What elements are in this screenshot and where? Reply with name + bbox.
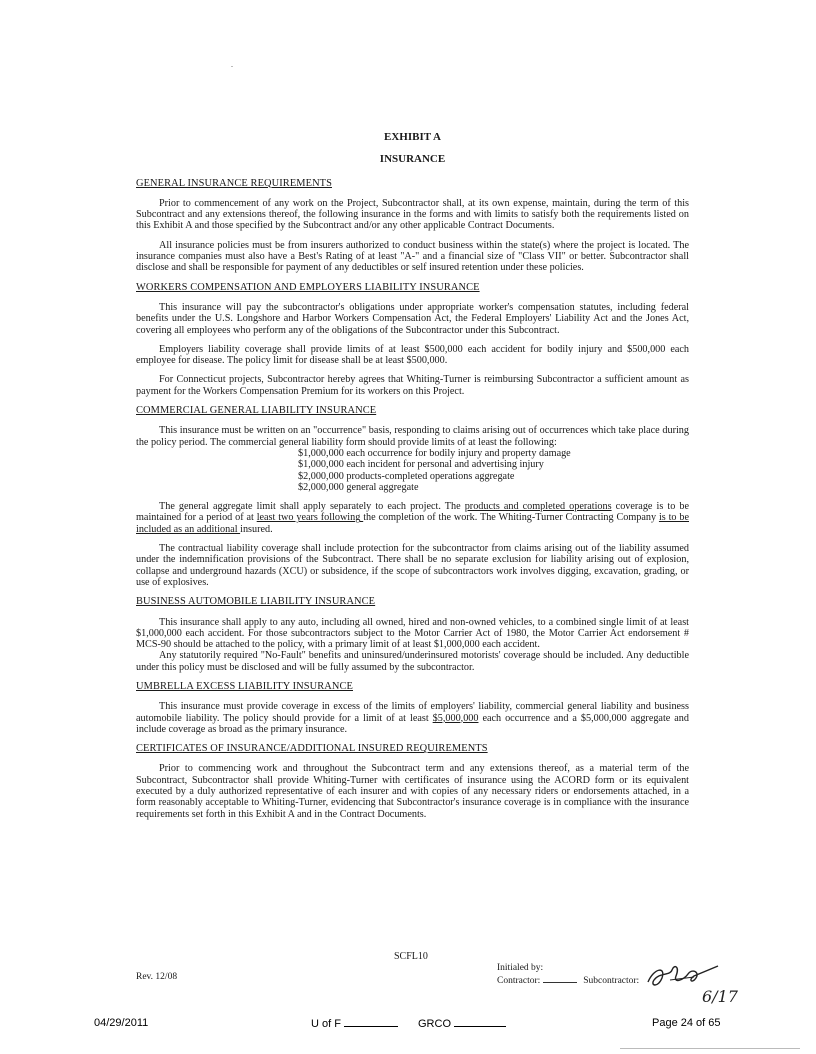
- cgl-limit-item: $2,000,000 products-completed operations aggregate: [298, 470, 515, 482]
- page-number: Page 24 of 65: [652, 1017, 721, 1029]
- subcontractor-label: Subcontractor:: [583, 976, 640, 986]
- form-code: SCFL10: [394, 951, 428, 962]
- contractor-initials-blank: [543, 974, 577, 983]
- cgl-p2-underlined-1: products and completed operations: [464, 501, 612, 513]
- workers-section: [136, 282, 689, 397]
- grco-field: [418, 1017, 506, 1030]
- umbrella-section: [136, 681, 689, 735]
- umbrella-p1-text-a: This insurance must provide coverage in excess of the limits of employers' liability, commercial general liability and business automobile liability. The policy should provide for a limit of at least: [136, 701, 689, 724]
- revision-label: Rev. 12/08: [136, 972, 178, 982]
- cgl-limit-item: $1,000,000 each incident for personal and advertising injury: [298, 459, 544, 471]
- umbrella-paragraph-1: [136, 701, 689, 735]
- workers-heading: WORKERS COMPENSATION AND EMPLOYERS LIABILITY INSURANCE: [136, 281, 480, 293]
- auto-paragraph-1: This insurance shall apply to any auto, including all owned, hired and non-owned vehicles, to a combined single limit of at least $1,000,000 each accident. For those subcontractors subject to the Motor Carrier Act of 1980, the Motor Carrier Act endorsement # MCS-90 should be attached to the policy, with a primary limit of at least $1,000,000 each accident.: [136, 616, 689, 651]
- umbrella-heading: UMBRELLA EXCESS LIABILITY INSURANCE: [136, 680, 353, 692]
- workers-paragraph-2: Employers liability coverage shall provide limits of at least $500,000 each accident for bodily injury and $500,000 each employee for disease. The policy limit for disease shall be at least $500,000.: [136, 343, 689, 367]
- auto-paragraph-2: Any statutorily required "No-Fault" benefits and uninsured/underinsured motorists' coverage should be included. Any deductible under this policy must be disclosed and will be fully assumed by the subcontractor.: [136, 650, 689, 673]
- cgl-section: [136, 405, 689, 588]
- contractor-label: Contractor:: [497, 976, 541, 986]
- bottom-divider: [620, 1048, 800, 1049]
- footer-date: 04/29/2011: [94, 1017, 149, 1029]
- workers-paragraph-1: This insurance will pay the subcontractor's obligations under appropriate worker's compensation statutes, including federal benefits under the U.S. Longshore and Harbor Workers Compensation Act, the Federal Employers' Liability Act and the Jones Act, covering all employees who perform any of the obligations of the Subcontractor under this Subcontract.: [136, 301, 689, 336]
- auto-section: [136, 596, 689, 673]
- certificates-paragraph-1: Prior to commencing work and throughout the Subcontract term and any extensions thereof, as a material term of the Subcontract, Subcontractor shall provide Whiting-Turner with certificates of insurance using the ACORD form or its equivalent executed by a duly authorized representative of each insurer and with copies of any necessary riders or endorsements attached, in a form reasonably acceptable to Whiting-Turner, evidencing that Subcontractor's insurance coverage is in compliance with the insurance requirements set forth in this Exhibit A and in the Contract Documents.: [136, 763, 689, 820]
- grco-blank: [454, 1017, 506, 1027]
- cgl-p2-underlined-3: is to be included as an additional: [136, 512, 689, 535]
- grco-label: GRCO: [418, 1018, 451, 1030]
- general-paragraph-1: Prior to commencement of any work on the Project, Subcontractor shall, at its own expense, maintain, during the term of this Subcontract and any extensions thereof, the following insurance in the forms and with limits to satisfy both the requirements listed on this Exhibit A and those specified by the Subcontract and/or any other applicable Contract Documents.: [136, 197, 689, 232]
- scan-speck: [231, 66, 233, 67]
- cgl-paragraph-1: This insurance must be written on an "occurrence" basis, responding to claims arising out of occurrences which take place during the policy period. The commercial general liability form should provide limits of at least the following:: [136, 425, 689, 448]
- initials-line: [497, 974, 639, 987]
- cgl-heading: COMMERCIAL GENERAL LIABILITY INSURANCE: [136, 405, 377, 417]
- cgl-p2-text-c: the completion of the work. The Whiting-Turner Contracting Company: [363, 512, 659, 524]
- handwritten-initials-signature: [640, 958, 738, 1008]
- handwritten-date: 6/17: [702, 987, 738, 1006]
- cgl-p2-text-a: The general aggregate limit shall apply separately to each project. The: [159, 501, 465, 513]
- cgl-limit-item: $1,000,000 each occurrence for bodily injury and property damage: [298, 447, 571, 459]
- u-of-f-label: U of F: [311, 1018, 341, 1030]
- u-of-f-field: [311, 1017, 398, 1030]
- certificates-heading: CERTIFICATES OF INSURANCE/ADDITIONAL INSURED REQUIREMENTS: [136, 743, 488, 755]
- initialed-by-label: Initialed by:: [497, 963, 544, 973]
- auto-heading: BUSINESS AUTOMOBILE LIABILITY INSURANCE: [136, 596, 376, 608]
- general-heading: GENERAL INSURANCE REQUIREMENTS: [136, 177, 332, 189]
- cgl-limit-item: $2,000,000 general aggregate: [298, 481, 419, 493]
- initials-block: [497, 962, 639, 987]
- exhibit-subtitle: INSURANCE: [379, 153, 446, 166]
- workers-paragraph-3: For Connecticut projects, Subcontractor hereby agrees that Whiting-Turner is reimbursing Subcontractor a sufficient amount as payment for the Workers Compensation Premium for its workers on this Project.: [136, 374, 689, 397]
- umbrella-p1-text-b: each occurrence and a $5,000,000 aggregate and include coverage as broad as the primary insurance.: [136, 712, 689, 735]
- cgl-p2-underlined-2: least two years following: [256, 512, 364, 524]
- exhibit-document: [136, 128, 689, 828]
- general-section: [136, 178, 689, 274]
- umbrella-p1-underlined: $5,000,000: [432, 712, 479, 724]
- cgl-paragraph-3: The contractual liability coverage shall include protection for the subcontractor from claims arising out of the liability assumed under the indemnification provisions of the Subcontract. There shall be no separate exclusion for liability arising out of explosion, collapse and underground hazards (XCU) or subsidence, if the scope of subcontractors work involves digging, excavation, grading, or use of explosives.: [136, 543, 689, 588]
- cgl-p2-text-d: insured.: [240, 523, 273, 535]
- certificates-section: [136, 743, 689, 820]
- cgl-paragraph-2: [136, 501, 689, 535]
- cgl-limits-list: [298, 448, 689, 493]
- exhibit-title: EXHIBIT A: [384, 131, 441, 143]
- u-of-f-blank: [344, 1017, 398, 1027]
- general-paragraph-2: All insurance policies must be from insurers authorized to conduct business within the state(s) where the project is located. The insurance companies must also have a Best's Rating of at least "A-" and a financial size of "Class VII" or better. Subcontractor shall disclose and shall be responsible for payment of any deductibles or self insured retention under these policies.: [136, 239, 689, 274]
- cgl-p2-text-b: coverage is to be maintained for a period of at: [136, 501, 689, 524]
